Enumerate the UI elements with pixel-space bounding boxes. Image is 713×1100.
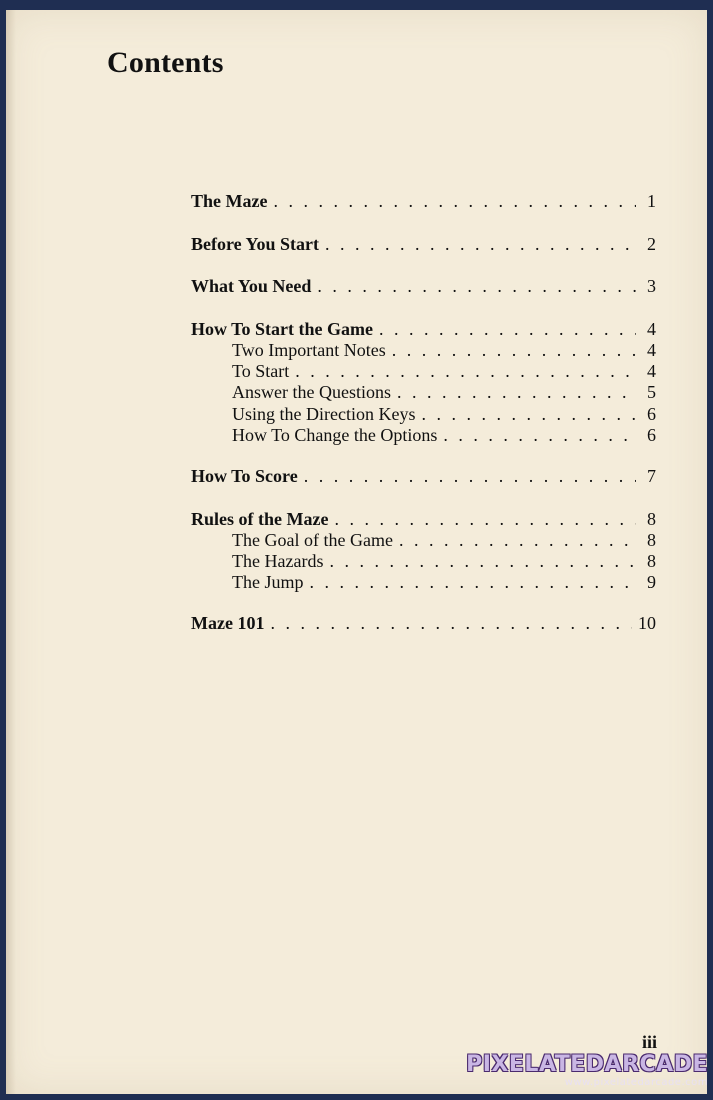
page-number: iii xyxy=(642,1032,658,1052)
toc-entry-page: 4 xyxy=(647,340,656,360)
dot-leader xyxy=(325,234,636,255)
toc-entry-the-maze xyxy=(191,191,656,215)
toc-subentry-answer-the-questions xyxy=(232,382,656,406)
dot-leader xyxy=(295,361,636,382)
dot-leader xyxy=(443,425,636,446)
table-of-contents xyxy=(6,10,707,1094)
toc-entry-page: 5 xyxy=(647,382,656,402)
toc-entry-label: Using the Direction Keys xyxy=(232,404,416,424)
toc-entry-maze-101 xyxy=(191,613,656,637)
toc-entry-label: The Goal of the Game xyxy=(232,530,393,550)
page-title: Contents xyxy=(107,46,224,79)
dot-leader xyxy=(304,466,636,487)
toc-entry-page: 2 xyxy=(647,234,656,254)
dot-leader xyxy=(334,509,636,530)
toc-entry-label: To Start xyxy=(232,361,290,381)
toc-entry-label: The Hazards xyxy=(232,551,324,571)
toc-entry-label: How To Change the Options xyxy=(232,425,438,445)
dot-leader xyxy=(379,319,636,340)
dot-leader xyxy=(270,613,632,634)
toc-subentry-how-to-change-the-options xyxy=(232,425,656,449)
toc-entry-page: 8 xyxy=(647,509,656,529)
toc-entry-label: Rules of the Maze xyxy=(191,509,329,529)
toc-entry-label: How To Score xyxy=(191,466,298,486)
toc-entry-how-to-score xyxy=(191,466,656,490)
toc-entry-label: What You Need xyxy=(191,276,312,296)
toc-entry-page: 7 xyxy=(647,466,656,486)
toc-entry-page: 4 xyxy=(647,319,656,339)
dot-leader xyxy=(399,530,636,551)
toc-entry-label: Two Important Notes xyxy=(232,340,386,360)
toc-entry-label: Maze 101 xyxy=(191,613,265,633)
toc-entry-label: The Maze xyxy=(191,191,268,211)
toc-entry-page: 8 xyxy=(647,551,656,571)
dot-leader xyxy=(397,382,636,403)
toc-entry-page: 10 xyxy=(638,613,656,633)
toc-entry-label: How To Start the Game xyxy=(191,319,373,339)
toc-entry-what-you-need xyxy=(191,276,656,300)
watermark-url: www.pixelatedarcade.com xyxy=(564,1077,708,1088)
booklet-page xyxy=(6,10,707,1094)
dot-leader xyxy=(273,191,636,212)
toc-entry-page: 1 xyxy=(647,191,656,211)
toc-entry-page: 6 xyxy=(647,425,656,445)
toc-entry-before-you-start xyxy=(191,234,656,258)
toc-entry-page: 9 xyxy=(647,572,656,592)
toc-subentry-the-jump xyxy=(232,572,656,596)
dot-leader xyxy=(317,276,636,297)
watermark-brand: PIXELATEDARCADE xyxy=(466,1052,708,1077)
dot-leader xyxy=(310,572,637,593)
dot-leader xyxy=(421,404,636,425)
dot-leader xyxy=(392,340,636,361)
toc-entry-page: 4 xyxy=(647,361,656,381)
toc-entry-label: Before You Start xyxy=(191,234,319,254)
toc-entry-page: 3 xyxy=(647,276,656,296)
toc-entry-page: 6 xyxy=(647,404,656,424)
toc-entry-label: The Jump xyxy=(232,572,304,592)
watermark xyxy=(466,1054,708,1088)
toc-entry-label: Answer the Questions xyxy=(232,382,391,402)
dot-leader xyxy=(329,551,636,572)
toc-entry-page: 8 xyxy=(647,530,656,550)
